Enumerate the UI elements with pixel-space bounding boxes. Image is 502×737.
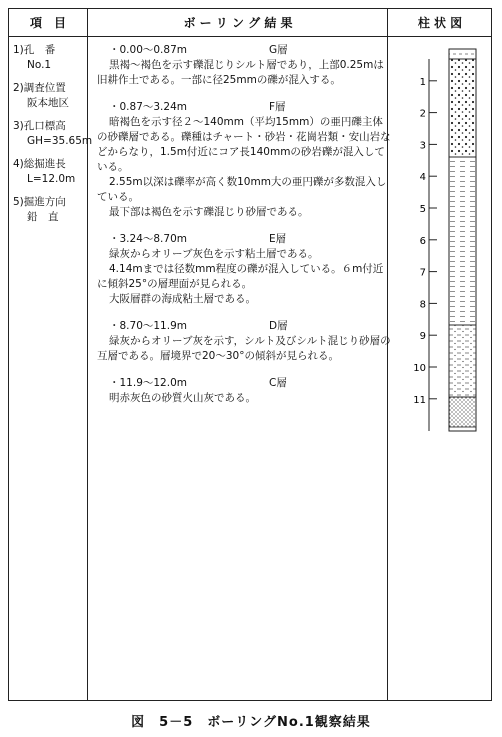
figure-caption: 図 5－5 ボーリングNo.1観察結果: [131, 715, 371, 730]
depth-range: ・0.87～3.24m: [109, 101, 187, 113]
description: 4.14mまでは径数mm程度の礫が混入している。６m付近に傾斜25°の層理面が見られる。: [97, 263, 384, 290]
layer-e-symbol: [449, 157, 476, 325]
layer-d-symbol: [449, 325, 476, 397]
depth-range: ・8.70～11.9m: [109, 320, 187, 332]
layer-name: G層: [269, 44, 288, 56]
description: 緑灰からオリーブ灰色を示す粘土層である。: [109, 248, 319, 260]
layer-g-symbol: [449, 49, 476, 59]
depth-range: ・0.00～0.87m: [109, 44, 187, 56]
column-layers: [449, 49, 476, 431]
description: 大阪層群の海成粘土層である。: [109, 293, 256, 305]
boring-log-column: [9, 9, 491, 699]
depth-tick-label: 6: [419, 235, 426, 247]
layer-name: D層: [269, 320, 288, 332]
header-item: 項 目: [29, 16, 66, 30]
depth-tick-label: 4: [419, 172, 426, 184]
item-label: 5)掘進方向: [13, 196, 66, 208]
depth-scale: [413, 77, 437, 406]
description: 2.55m以深は礫率が高く数10mm大の亜円礫が多数混入している。: [97, 176, 387, 203]
depth-tick-label: 9: [419, 331, 426, 343]
header-column: 柱 状 図: [417, 16, 463, 30]
item-label: 3)孔口標高: [13, 120, 66, 132]
depth-tick-label: 1: [419, 76, 426, 88]
layer-c-symbol: [449, 397, 476, 427]
depth-tick-label: 2: [419, 108, 426, 120]
description: 暗褐色を示す径２～140mm（平均15mm）の亜円礫主体の砂礫層である。礫種はチャート・砂岩・花崗岩類・安山岩などからなり，1.5m付近にコア長140mmの砂岩礫が混入している。: [97, 116, 391, 173]
depth-tick-label: 10: [413, 363, 426, 374]
description: 最下部は褐色を示す礫混じり砂層である。: [109, 206, 309, 218]
depth-range: ・3.24～8.70m: [109, 233, 187, 245]
description: 緑灰からオリーブ灰を示す，シルト及びシルト混じり砂層の互層である。層境界で20～30°の傾斜が見られる。: [97, 335, 391, 362]
item-label: 2)調査位置: [13, 82, 66, 94]
depth-tick-label: 7: [419, 267, 426, 279]
item-value: L=12.0m: [27, 173, 76, 185]
layer-name: C層: [269, 377, 287, 389]
layer-f-symbol: [449, 59, 476, 157]
layer-name: F層: [269, 101, 286, 113]
item-value: 鉛 直: [27, 211, 59, 223]
depth-tick-label: 8: [419, 299, 426, 311]
depth-range: ・11.9～12.0m: [109, 377, 187, 389]
item-label: 4)総掘進長: [13, 158, 66, 170]
depth-tick-label: 3: [419, 140, 426, 152]
item-value: GH=35.65m: [27, 135, 93, 147]
depth-tick-label: 11: [413, 394, 426, 406]
item-label: 1)孔 番: [13, 44, 56, 56]
item-value: 阪本地区: [27, 97, 69, 109]
header-result: ボ ー リ ン グ 結 果: [183, 16, 293, 30]
boring-result-table: [8, 8, 492, 701]
description: 黒褐～褐色を示す礫混じりシルト層であり，上部0.25mは旧耕作土である。一部に径25mmの礫が混入する。: [97, 59, 384, 86]
item-value: No.1: [27, 59, 52, 71]
depth-tick-label: 5: [419, 204, 426, 215]
description: 明赤灰色の砂質火山灰である。: [109, 392, 256, 404]
layer-name: E層: [269, 233, 287, 245]
